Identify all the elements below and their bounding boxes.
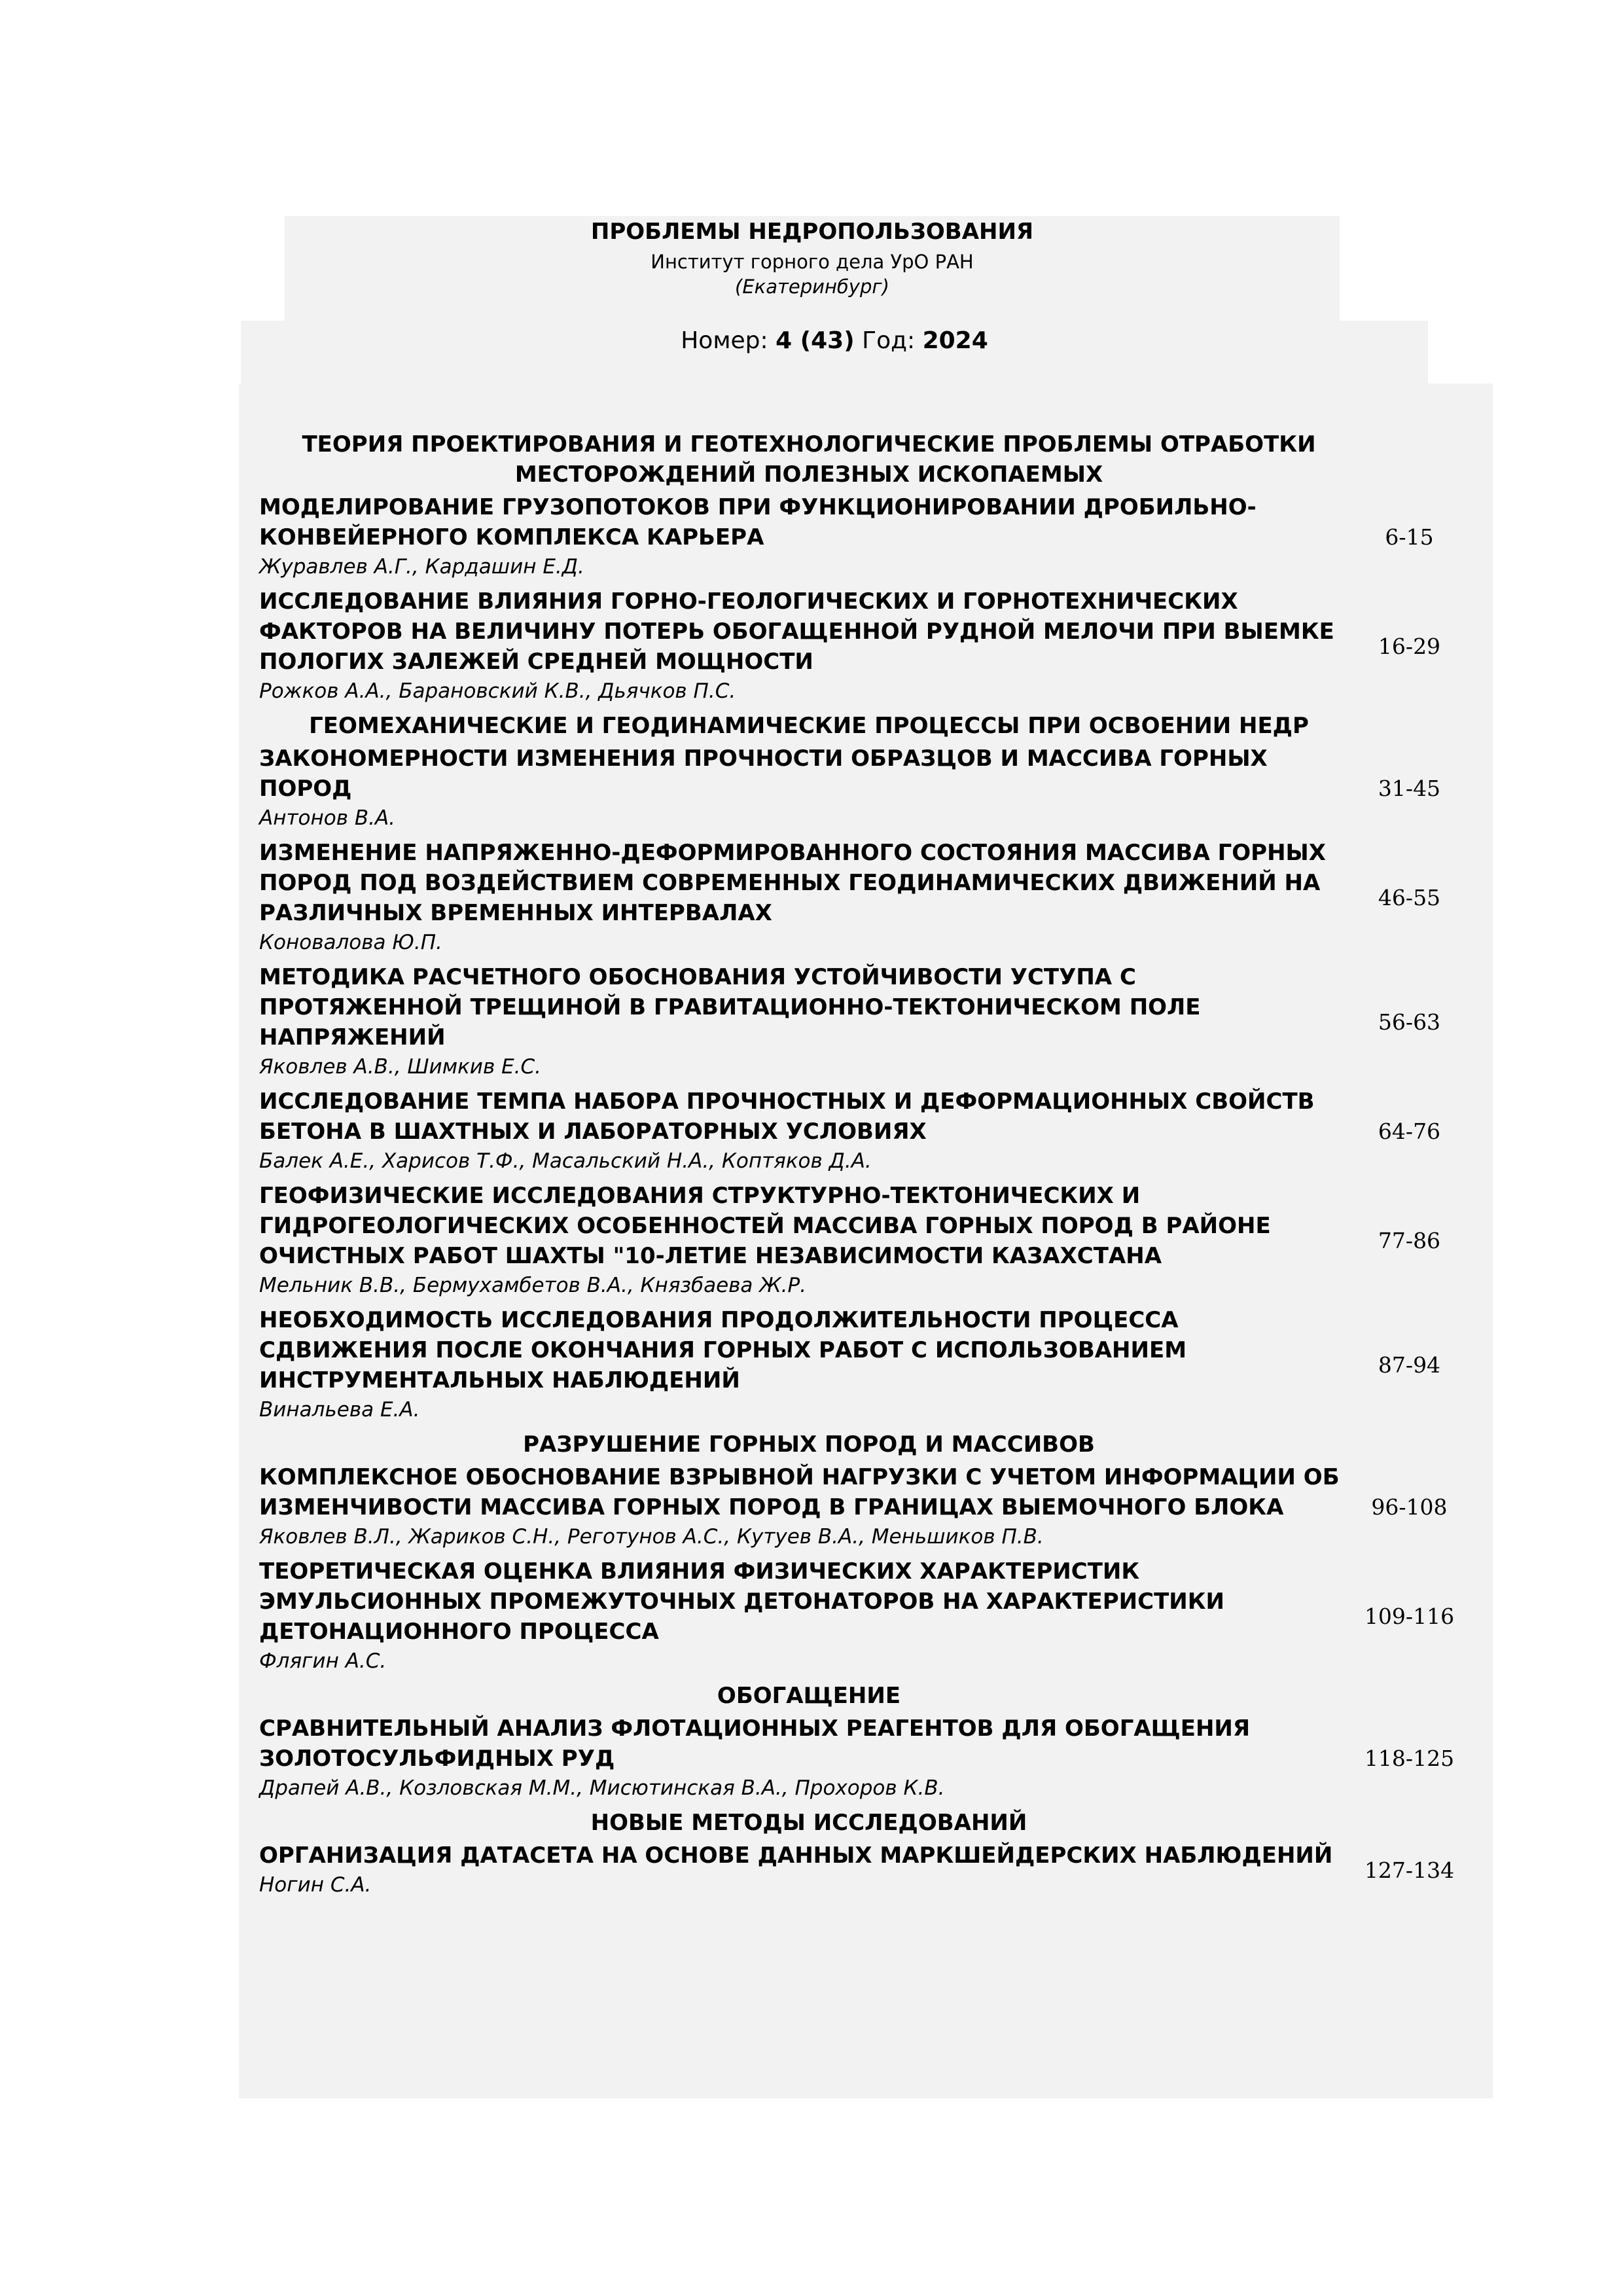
article-pages: 64-76 bbox=[1378, 1118, 1441, 1144]
article-title[interactable]: СРАВНИТЕЛЬНЫЙ АНАЛИЗ ФЛОТАЦИОННЫХ РЕАГЕНТОВ ДЛЯ ОБОГАЩЕНИЯ ЗОЛОТОСУЛЬФИДНЫХ РУД bbox=[259, 1715, 1251, 1772]
article-pages: 127-134 bbox=[1364, 1857, 1455, 1883]
article-title[interactable]: ГЕОФИЗИЧЕСКИЕ ИССЛЕДОВАНИЯ СТРУКТУРНО-ТЕКТОНИЧЕСКИХ И ГИДРОГЕОЛОГИЧЕСКИХ ОСОБЕННОСТЕЙ МАССИВА ГОРНЫХ ПОРОД В РАЙОНЕ ОЧИСТНЫХ РАБОТ ШАХТЫ "10-ЛЕТИЕ НЕЗАВИСИМОСТИ КАЗАХСТАНА bbox=[259, 1183, 1271, 1269]
article-pages: 87-94 bbox=[1378, 1352, 1441, 1378]
section-heading: ГЕОМЕХАНИЧЕСКИЕ И ГЕОДИНАМИЧЕСКИЕ ПРОЦЕССЫ ПРИ ОСВОЕНИИ НЕДР bbox=[309, 713, 1309, 739]
article-authors: Рожков А.А., Барановский К.В., Дьячков П.С. bbox=[259, 679, 736, 703]
institute-city: (Екатеринбург) bbox=[735, 276, 889, 298]
article-authors: Коновалова Ю.П. bbox=[259, 931, 442, 954]
institute-name: Институт горного дела УрО РАН bbox=[651, 251, 974, 273]
issue-line bbox=[241, 327, 1428, 354]
article-authors: Драпей А.В., Козловская М.М., Мисютинская В.А., Прохоров К.В. bbox=[259, 1776, 945, 1800]
article-authors: Журавлев А.Г., Кардашин Е.Д. bbox=[259, 555, 584, 579]
year-label: Год: bbox=[862, 327, 916, 354]
article-pages: 46-55 bbox=[1378, 884, 1441, 910]
issue-label: Номер: bbox=[681, 327, 768, 354]
year-value: 2024 bbox=[922, 327, 988, 354]
article-pages: 77-86 bbox=[1378, 1227, 1441, 1253]
article-authors: Мельник В.В., Бермухамбетов В.А., Князбаева Ж.Р. bbox=[259, 1274, 807, 1297]
table-of-contents bbox=[259, 429, 1473, 1905]
article-pages: 109-116 bbox=[1364, 1603, 1455, 1629]
article-entry[interactable] bbox=[259, 1086, 1473, 1175]
article-title[interactable]: ИССЛЕДОВАНИЕ ТЕМПА НАБОРА ПРОЧНОСТНЫХ И ДЕФОРМАЦИОННЫХ СВОЙСТВ БЕТОНА В ШАХТНЫХ И ЛАБОРАТОРНЫХ УСЛОВИЯХ bbox=[259, 1088, 1315, 1145]
article-authors: Флягин А.С. bbox=[259, 1649, 387, 1673]
journal-title: ПРОБЛЕМЫ НЕДРОПОЛЬЗОВАНИЯ bbox=[590, 219, 1034, 245]
article-title[interactable]: МОДЕЛИРОВАНИЕ ГРУЗОПОТОКОВ ПРИ ФУНКЦИОНИРОВАНИИ ДРОБИЛЬНО- КОНВЕЙЕРНОГО КОМПЛЕКСА КАРЬЕРА bbox=[259, 494, 1257, 550]
article-pages: 31-45 bbox=[1378, 775, 1441, 801]
article-authors: Яковлев В.Л., Жариков С.Н., Реготунов А.С., Кутуев В.А., Меньшиков П.В. bbox=[259, 1525, 1044, 1549]
article-pages: 118-125 bbox=[1364, 1745, 1455, 1771]
section-heading: РАЗРУШЕНИЕ ГОРНЫХ ПОРОД И МАССИВОВ bbox=[523, 1431, 1095, 1458]
article-entry[interactable] bbox=[259, 492, 1473, 581]
article-entry[interactable] bbox=[259, 1556, 1473, 1676]
article-entry[interactable] bbox=[259, 1462, 1473, 1551]
article-title[interactable]: ИССЛЕДОВАНИЕ ВЛИЯНИЯ ГОРНО-ГЕОЛОГИЧЕСКИХ И ГОРНОТЕХНИЧЕСКИХ ФАКТОРОВ НА ВЕЛИЧИНУ ПОТЕРЬ ОБОГАЩЕННОЙ РУДНОЙ МЕЛОЧИ ПРИ ВЫЕМКЕ ПОЛОГИХ ЗАЛЕЖЕЙ СРЕДНЕЙ МОЩНОСТИ bbox=[259, 588, 1334, 675]
article-authors: Винальева Е.А. bbox=[259, 1398, 420, 1422]
article-title[interactable]: ЗАКОНОМЕРНОСТИ ИЗМЕНЕНИЯ ПРОЧНОСТИ ОБРАЗЦОВ И МАССИВА ГОРНЫХ ПОРОД bbox=[259, 745, 1268, 802]
article-title[interactable]: ТЕОРЕТИЧЕСКАЯ ОЦЕНКА ВЛИЯНИЯ ФИЗИЧЕСКИХ ХАРАКТЕРИСТИК ЭМУЛЬСИОННЫХ ПРОМЕЖУТОЧНЫХ ДЕТОНАТОРОВ НА ХАРАКТЕРИСТИКИ ДЕТОНАЦИОННОГО ПРОЦЕССА bbox=[259, 1558, 1224, 1645]
section-heading: ТЕОРИЯ ПРОЕКТИРОВАНИЯ И ГЕОТЕХНОЛОГИЧЕСКИЕ ПРОБЛЕМЫ ОТРАБОТКИ МЕСТОРОЖДЕНИЙ ПОЛЕЗНЫХ ИСКОПАЕМЫХ bbox=[302, 431, 1316, 488]
article-pages: 16-29 bbox=[1378, 633, 1441, 659]
article-pages: 6-15 bbox=[1385, 524, 1434, 550]
section-heading: ОБОГАЩЕНИЕ bbox=[717, 1683, 901, 1709]
article-title[interactable]: НЕОБХОДИМОСТЬ ИССЛЕДОВАНИЯ ПРОДОЛЖИТЕЛЬНОСТИ ПРОЦЕССА СДВИЖЕНИЯ ПОСЛЕ ОКОНЧАНИЯ ГОРНЫХ РАБОТ С ИСПОЛЬЗОВАНИЕМ ИНСТРУМЕНТАЛЬНЫХ НАБЛЮДЕНИЙ bbox=[259, 1307, 1187, 1393]
issue-number: 4 (43) bbox=[776, 327, 855, 354]
section-heading: НОВЫЕ МЕТОДЫ ИССЛЕДОВАНИЙ bbox=[590, 1810, 1027, 1836]
article-entry[interactable] bbox=[259, 962, 1473, 1081]
article-entry[interactable] bbox=[259, 1840, 1473, 1899]
article-entry[interactable] bbox=[259, 744, 1473, 833]
article-authors: Антонов В.А. bbox=[259, 806, 396, 830]
article-authors: Яковлев А.В., Шимкив Е.С. bbox=[259, 1055, 542, 1079]
article-entry[interactable] bbox=[259, 1181, 1473, 1300]
article-entry[interactable] bbox=[259, 1713, 1473, 1803]
article-authors: Балек А.Е., Харисов Т.Ф., Масальский Н.А., Коптяков Д.А. bbox=[259, 1149, 872, 1173]
article-title[interactable]: КОМПЛЕКСНОЕ ОБОСНОВАНИЕ ВЗРЫВНОЙ НАГРУЗКИ С УЧЕТОМ ИНФОРМАЦИИ ОБ ИЗМЕНЧИВОСТИ МАССИВА ГОРНЫХ ПОРОД В ГРАНИЦАХ ВЫЕМОЧНОГО БЛОКА bbox=[259, 1464, 1340, 1520]
article-pages: 96-108 bbox=[1371, 1494, 1448, 1520]
article-title[interactable]: МЕТОДИКА РАСЧЕТНОГО ОБОСНОВАНИЯ УСТОЙЧИВОСТИ УСТУПА С ПРОТЯЖЕННОЙ ТРЕЩИНОЙ В ГРАВИТАЦИОННО-ТЕКТОНИЧЕСКОМ ПОЛЕ НАПРЯЖЕНИЙ bbox=[259, 964, 1201, 1050]
article-title[interactable]: ОРГАНИЗАЦИЯ ДАТАСЕТА НА ОСНОВЕ ДАННЫХ МАРКШЕЙДЕРСКИХ НАБЛЮДЕНИЙ bbox=[259, 1842, 1333, 1869]
article-entry[interactable] bbox=[259, 1305, 1473, 1424]
article-title[interactable]: ИЗМЕНЕНИЕ НАПРЯЖЕННО-ДЕФОРМИРОВАННОГО СОСТОЯНИЯ МАССИВА ГОРНЫХ ПОРОД ПОД ВОЗДЕЙСТВИЕМ СОВРЕМЕННЫХ ГЕОДИНАМИЧЕСКИХ ДВИЖЕНИЙ НА РАЗЛИЧНЫХ ВРЕМЕННЫХ ИНТЕРВАЛАХ bbox=[259, 840, 1326, 926]
article-pages: 56-63 bbox=[1378, 1009, 1441, 1035]
article-authors: Ногин С.А. bbox=[259, 1873, 372, 1897]
article-entry[interactable] bbox=[259, 838, 1473, 957]
article-entry[interactable] bbox=[259, 586, 1473, 706]
